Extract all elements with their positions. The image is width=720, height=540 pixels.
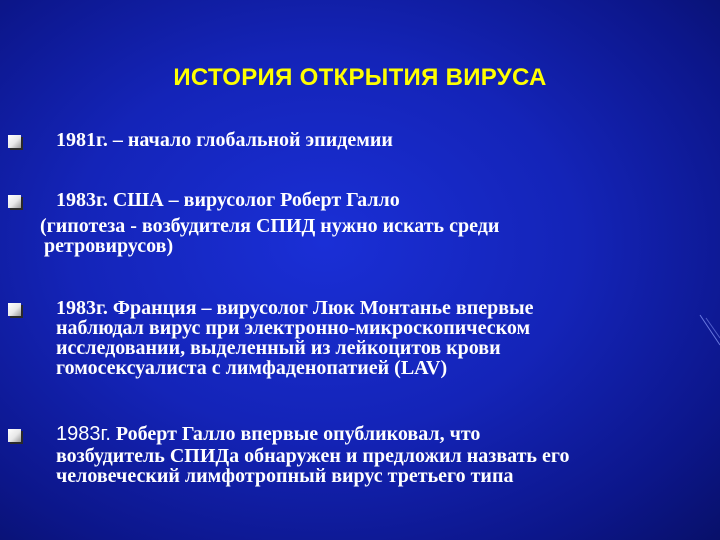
slide-title: ИСТОРИЯ ОТКРЫТИЯ ВИРУСА xyxy=(173,64,547,91)
item-line: наблюдал вирус при электронно-микроскопическом xyxy=(56,317,531,339)
item-text xyxy=(56,298,696,378)
item-line: гомосексуалиста с лимфаденопатией (LAV) xyxy=(56,357,448,379)
item-text xyxy=(40,189,696,257)
item-line: возбудитель СПИДа обнаружен и предложил назвать его xyxy=(56,445,570,467)
square-bullet-icon xyxy=(8,195,21,208)
item-line: 1983г. США – вирусолог Роберт Галло xyxy=(56,189,400,211)
item-text xyxy=(56,130,696,150)
square-bullet-icon xyxy=(8,429,21,442)
item-line: ретровирусов) xyxy=(44,235,174,257)
item-line: 1981г. – начало глобальной эпидемии xyxy=(56,129,393,151)
item-line: исследовании, выделенный из лейкоцитов крови xyxy=(56,337,501,359)
item-year: 1983г. xyxy=(56,423,111,445)
square-bullet-icon xyxy=(8,303,21,316)
item-text xyxy=(56,424,696,486)
item-line: человеческий лимфотропный вирус третьего типа xyxy=(56,465,514,487)
item-line: (гипотеза - возбудителя СПИД нужно искать среди xyxy=(40,215,500,237)
square-bullet-icon xyxy=(8,135,21,148)
item-line: 1983г. Франция – вирусолог Люк Монтанье впервые xyxy=(56,297,534,319)
item-line xyxy=(56,424,696,444)
item-line-rest: Роберт Галло впервые опубликовал, что xyxy=(110,423,481,445)
